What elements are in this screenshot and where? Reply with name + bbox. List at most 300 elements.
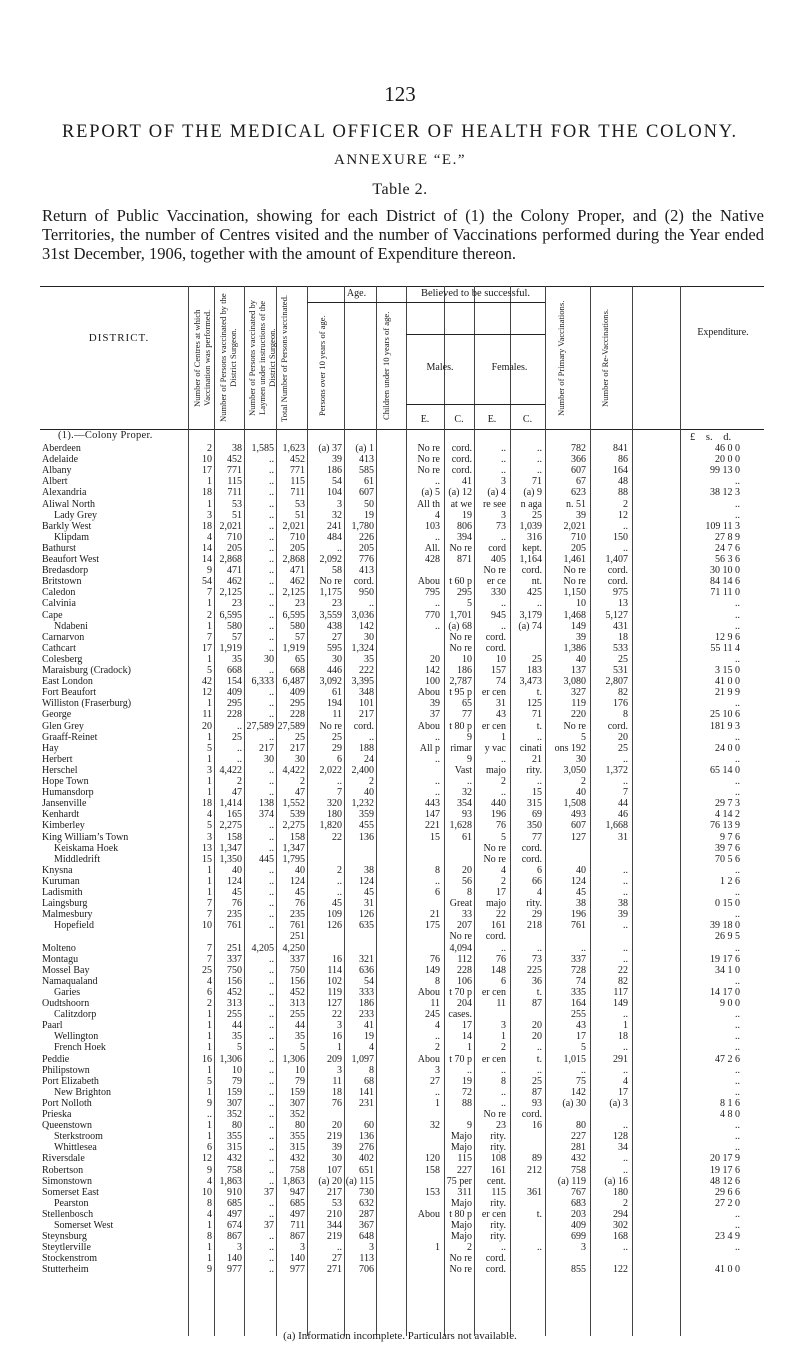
cell-district: Kenhardt <box>42 809 80 821</box>
cell-total: 2,868 <box>282 554 305 565</box>
cell-by-laymen: .. <box>269 642 274 654</box>
cell-females-c: 212 <box>527 1164 542 1176</box>
cell-over-10: 1,820 <box>319 820 342 832</box>
cell-females-c: 3,473 <box>519 676 542 688</box>
cell-centres: 3 <box>207 764 212 776</box>
cell-by-surgeon: 1,414 <box>219 798 242 810</box>
cell-revaccinations: .. <box>623 920 628 932</box>
cell-females-c: 361 <box>527 1186 542 1198</box>
cell-females-e: 161 <box>491 1164 506 1176</box>
cell-females-e: 6 <box>501 975 506 987</box>
cell-females-e: 161 <box>491 920 506 932</box>
cell-expenditure: 14 17 0 <box>710 986 740 998</box>
cell-revaccinations: 1,407 <box>605 554 628 565</box>
cell-males-e: 4 <box>435 1020 440 1032</box>
cell-by-laymen: .. <box>269 1208 274 1220</box>
cell-males-e: 2 <box>435 1042 440 1054</box>
cell-by-surgeon: .. <box>237 720 242 732</box>
cell-revaccinations: 17 <box>618 1086 628 1098</box>
cell-revaccinations: cord. <box>607 576 628 588</box>
cell-district: Albert <box>42 476 68 488</box>
cell-district: Philipstown <box>42 1064 90 1076</box>
cell-over-10: 25 <box>332 731 342 743</box>
cell-under-10: 706 <box>359 1264 374 1276</box>
cell-primary: 728 <box>571 964 586 976</box>
cell-females-c: 225 <box>527 964 542 976</box>
cell-males-c: 65 <box>462 698 472 710</box>
cell-total: 1,623 <box>282 443 305 454</box>
cell-expenditure: .. <box>735 1208 740 1220</box>
cell-under-10: 348 <box>359 687 374 699</box>
cell-over-10: 30 <box>332 1153 342 1165</box>
cell-over-10: .. <box>337 542 342 554</box>
cell-revaccinations: 122 <box>613 1264 628 1276</box>
cell-expenditure: .. <box>735 1031 740 1043</box>
cell-primary: 43 <box>576 1020 586 1032</box>
cell-by-surgeon: 5 <box>237 1042 242 1054</box>
cell-by-laymen: .. <box>269 1264 274 1276</box>
cell-by-surgeon: 79 <box>232 1075 242 1087</box>
cell-total: 977 <box>290 1264 305 1276</box>
cell-primary: 5 <box>581 1042 586 1054</box>
cell-total: 6,595 <box>282 609 305 621</box>
cell-centres: 1 <box>207 498 212 510</box>
cell-over-10: 3,559 <box>319 609 342 621</box>
cell-primary: No re <box>563 576 586 588</box>
cell-revaccinations: 38 <box>618 898 628 910</box>
cell-revaccinations: 31 <box>618 831 628 843</box>
cell-primary: .. <box>581 942 586 954</box>
cell-revaccinations: 533 <box>613 642 628 654</box>
header-males-e: E. <box>420 414 430 425</box>
cell-total: 2 <box>300 776 305 787</box>
cell-district: Ndabeni <box>54 620 88 632</box>
cell-revaccinations: .. <box>623 953 628 965</box>
cell-males-c: cord. <box>451 454 472 466</box>
cell-by-laymen: .. <box>269 1064 274 1076</box>
cell-revaccinations: 117 <box>613 986 628 998</box>
header-age: Age. <box>346 288 367 299</box>
cell-primary: 281 <box>571 1142 586 1154</box>
cell-under-10: 35 <box>364 653 374 665</box>
cell-revaccinations: 82 <box>618 975 628 987</box>
cell-total: 25 <box>295 731 305 743</box>
cell-total: 255 <box>290 1009 305 1021</box>
cell-males-e: 100 <box>425 676 440 688</box>
cell-centres: 1 <box>207 653 212 665</box>
cell-primary: 761 <box>571 920 586 932</box>
cell-under-10: 413 <box>359 565 374 577</box>
cell-primary: 137 <box>571 665 586 676</box>
cell-females-e: er cen <box>481 720 506 732</box>
cell-total: 159 <box>290 1086 305 1098</box>
cell-district: Stellenbosch <box>42 1208 94 1220</box>
cell-centres: 7 <box>207 631 212 643</box>
cell-males-c: 20 <box>462 864 472 876</box>
cell-expenditure: 46 0 0 <box>715 443 740 454</box>
cell-total: 1,919 <box>282 642 305 654</box>
cell-over-10: No re <box>319 720 342 732</box>
cell-centres: 14 <box>202 542 212 554</box>
cell-by-laymen: .. <box>269 609 274 621</box>
cell-females-c: 20 <box>532 1031 542 1043</box>
cell-over-10: 20 <box>332 1120 342 1132</box>
cell-revaccinations: 88 <box>618 487 628 499</box>
cell-by-laymen: .. <box>269 1009 274 1021</box>
cell-under-10: 585 <box>359 465 374 477</box>
cell-primary: n. 51 <box>566 498 586 510</box>
cell-revaccinations: 1,372 <box>605 764 628 776</box>
cell-total: 6,487 <box>282 676 305 688</box>
cell-by-laymen: .. <box>269 1164 274 1176</box>
cell-expenditure: 29 7 3 <box>715 798 740 810</box>
annexure-label: ANNEXURE “E.” <box>334 152 466 168</box>
cell-males-e: 3 <box>435 1064 440 1076</box>
cell-district: Malmesbury <box>42 909 93 921</box>
cell-expenditure: .. <box>735 609 740 621</box>
cell-revaccinations: 5,127 <box>605 609 628 621</box>
cell-males-e: 120 <box>425 1153 440 1165</box>
cell-under-10: 413 <box>359 454 374 466</box>
cell-males-c: 394 <box>457 531 472 543</box>
cell-females-e: 330 <box>491 587 506 599</box>
cell-expenditure: 8 1 6 <box>720 1097 740 1109</box>
cell-revaccinations: 46 <box>618 809 628 821</box>
cell-primary: 17 <box>576 1031 586 1043</box>
cell-males-c: 1,628 <box>449 820 472 832</box>
cell-females-c: 25 <box>532 509 542 521</box>
cell-total: 140 <box>290 1253 305 1265</box>
cell-expenditure: .. <box>735 731 740 743</box>
cell-males-e: 147 <box>425 809 440 821</box>
cell-females-c: 15 <box>532 787 542 799</box>
cell-district: Glen Grey <box>42 720 84 732</box>
cell-males-c: Majo <box>450 1131 472 1143</box>
cell-district: Bredasdorp <box>42 565 89 577</box>
cell-primary: 227 <box>571 1131 586 1143</box>
cell-over-10: 30 <box>332 653 342 665</box>
cell-district: Wellington <box>54 1031 99 1043</box>
cell-centres: 1 <box>207 1064 212 1076</box>
cell-by-laymen: .. <box>269 1097 274 1109</box>
cell-revaccinations: 302 <box>613 1220 628 1231</box>
cell-under-10: 31 <box>364 898 374 910</box>
cell-revaccinations: cord. <box>607 565 628 577</box>
section-label: (1).—Colony Proper. <box>58 430 153 441</box>
cell-expenditure: .. <box>735 776 740 787</box>
cell-centres: 10 <box>202 1186 212 1198</box>
cell-over-10: 102 <box>327 975 342 987</box>
cell-males-c: t 95 p <box>449 687 472 699</box>
cell-males-c: t 60 p <box>449 576 472 588</box>
cell-expenditure: 3 15 0 <box>715 665 740 676</box>
cell-revaccinations: .. <box>623 1064 628 1076</box>
cell-centres: 4 <box>207 531 212 543</box>
cell-over-10: 22 <box>332 831 342 843</box>
cell-primary: 2 <box>581 776 586 787</box>
cell-by-laymen: .. <box>269 787 274 799</box>
cell-females-c: t. <box>536 1208 542 1220</box>
cell-expenditure: 84 14 6 <box>710 576 740 588</box>
cell-males-e: 8 <box>435 975 440 987</box>
cell-females-c: .. <box>537 1242 542 1254</box>
cell-by-surgeon: 315 <box>227 1142 242 1154</box>
cell-males-e: .. <box>435 753 440 765</box>
cell-by-surgeon: 497 <box>227 1208 242 1220</box>
header-females: Females. <box>491 362 528 373</box>
cell-centres: 6 <box>207 986 212 998</box>
cell-by-surgeon: 159 <box>227 1086 242 1098</box>
cell-by-laymen: 138 <box>259 798 274 810</box>
cell-primary: 142 <box>571 1086 586 1098</box>
cell-district: Beaufort West <box>42 554 100 565</box>
cell-revaccinations: .. <box>623 875 628 887</box>
cell-males-e: 443 <box>425 798 440 810</box>
cell-females-c: 4 <box>537 887 542 898</box>
cell-district: Albany <box>42 465 72 477</box>
cell-females-e: re see <box>482 498 506 510</box>
cell-under-10: 136 <box>359 831 374 843</box>
cell-district: Molteno <box>42 942 76 954</box>
cell-by-surgeon: 255 <box>227 1009 242 1021</box>
cell-primary: 127 <box>571 831 586 843</box>
cell-expenditure: .. <box>735 909 740 921</box>
cell-females-e: 5 <box>501 831 506 843</box>
cell-males-e: 158 <box>425 1164 440 1176</box>
cell-females-e: cord. <box>485 1253 506 1265</box>
cell-total: 750 <box>290 964 305 976</box>
cell-revaccinations: 1 <box>623 1020 628 1032</box>
cell-revaccinations: .. <box>623 753 628 765</box>
cell-total: 53 <box>295 498 305 510</box>
cell-total: 45 <box>295 887 305 898</box>
cell-over-10: 109 <box>327 909 342 921</box>
cell-by-laymen: .. <box>269 986 274 998</box>
cell-expenditure: 20 17 9 <box>710 1153 740 1165</box>
cell-by-laymen: .. <box>269 1253 274 1265</box>
cell-primary: 40 <box>576 653 586 665</box>
cell-district: Ladismith <box>42 887 83 898</box>
cell-primary: 205 <box>571 542 586 554</box>
cell-over-10: 3 <box>337 1020 342 1032</box>
cell-by-surgeon: 44 <box>232 1020 242 1032</box>
cell-females-c: 315 <box>527 798 542 810</box>
cell-over-10: 27 <box>332 1253 342 1265</box>
cell-females-c: cord. <box>521 1109 542 1120</box>
cell-total: 1,347 <box>282 842 305 854</box>
cell-by-laymen: .. <box>269 1086 274 1098</box>
cell-over-10: 1,175 <box>319 587 342 599</box>
cell-by-surgeon: 771 <box>227 465 242 477</box>
cell-females-e: 196 <box>491 809 506 821</box>
cell-by-laymen: .. <box>269 964 274 976</box>
cell-centres: 7 <box>207 898 212 910</box>
cell-total: 115 <box>290 476 305 488</box>
cell-females-e: 76 <box>496 953 506 965</box>
cell-primary: 1,468 <box>563 609 586 621</box>
cell-females-c: t. <box>536 1053 542 1065</box>
cell-by-laymen: 374 <box>259 809 274 821</box>
cell-under-10: 651 <box>359 1164 374 1176</box>
cell-revaccinations: .. <box>623 1153 628 1165</box>
cell-by-laymen: .. <box>269 565 274 577</box>
cell-males-c: 5 <box>467 598 472 610</box>
cell-expenditure: 56 3 6 <box>715 554 740 565</box>
cell-total: 156 <box>290 975 305 987</box>
cell-males-c: 2,787 <box>449 676 472 688</box>
cell-under-10: 648 <box>359 1231 374 1243</box>
cell-centres: 1 <box>207 1020 212 1032</box>
cell-expenditure: .. <box>735 509 740 521</box>
cell-centres: 4 <box>207 809 212 821</box>
cell-by-surgeon: 307 <box>227 1097 242 1109</box>
cell-females-e: 22 <box>496 909 506 921</box>
cell-expenditure: 47 2 6 <box>715 1053 740 1065</box>
cell-females-e: 76 <box>496 820 506 832</box>
cell-district: Lady Grey <box>54 509 98 521</box>
cell-primary: 40 <box>576 787 586 799</box>
cell-by-surgeon: 53 <box>232 498 242 510</box>
cell-by-surgeon: 3 <box>237 1242 242 1254</box>
cell-expenditure: .. <box>735 1120 740 1132</box>
cell-total: 307 <box>290 1097 305 1109</box>
cell-expenditure: .. <box>735 1220 740 1231</box>
cell-by-laymen: .. <box>269 920 274 932</box>
cell-by-surgeon: 409 <box>227 687 242 699</box>
cell-centres: 1 <box>207 1042 212 1054</box>
cell-females-e: 115 <box>491 1186 506 1198</box>
cell-under-10: 19 <box>364 509 374 521</box>
cell-district: Somerset East <box>42 1186 99 1198</box>
cell-males-c: Majo <box>450 1220 472 1231</box>
cell-centres: 5 <box>207 665 212 676</box>
cell-females-c: .. <box>537 443 542 454</box>
cell-primary: 607 <box>571 820 586 832</box>
cell-primary: 3 <box>581 1242 586 1254</box>
cell-total: 409 <box>290 687 305 699</box>
cell-under-10: 188 <box>359 742 374 754</box>
cell-by-surgeon: 10 <box>232 1064 242 1076</box>
cell-males-c: t 80 p <box>449 720 472 732</box>
cell-total: 44 <box>295 1020 305 1032</box>
cell-primary: 337 <box>571 953 586 965</box>
cell-females-e: 4 <box>501 864 506 876</box>
cell-centres: 10 <box>202 920 212 932</box>
cell-centres: 1 <box>207 1253 212 1265</box>
cell-revaccinations: .. <box>623 887 628 898</box>
cell-males-e: Abou <box>417 576 440 588</box>
cell-females-c: .. <box>537 1042 542 1054</box>
cell-females-c: 16 <box>532 1120 542 1132</box>
cell-centres: 1 <box>207 753 212 765</box>
cell-centres: 1 <box>207 1031 212 1043</box>
cell-over-10: 219 <box>327 1231 342 1243</box>
cell-females-c: .. <box>537 598 542 610</box>
cell-females-c: 36 <box>532 975 542 987</box>
cell-primary: 67 <box>576 476 586 488</box>
cell-revaccinations: 2 <box>623 1197 628 1209</box>
cell-males-c: .. <box>467 776 472 787</box>
cell-by-surgeon: .. <box>237 742 242 754</box>
cell-by-surgeon: 313 <box>227 998 242 1009</box>
cell-by-laymen: .. <box>269 476 274 488</box>
cell-by-surgeon: 165 <box>227 809 242 821</box>
cell-primary: 607 <box>571 465 586 477</box>
cell-females-e: y vac <box>484 742 506 754</box>
cell-by-surgeon: 668 <box>227 665 242 676</box>
cell-district: Hope Town <box>42 776 89 787</box>
cell-revaccinations: (a) 3 <box>609 1097 628 1109</box>
cell-district: East London <box>42 676 93 688</box>
cell-females-c: (a) 74 <box>518 620 542 632</box>
cell-females-c: cinati <box>519 742 542 754</box>
cell-total: 27,589 <box>277 720 305 732</box>
cell-males-c: rimar <box>450 742 472 754</box>
table-label: Table 2. <box>372 181 428 198</box>
cell-by-laymen: .. <box>269 509 274 521</box>
cell-by-laymen: 30 <box>264 753 274 765</box>
cell-males-c: No re <box>449 1264 472 1276</box>
cell-under-10: 2 <box>369 776 374 787</box>
cell-under-10: 40 <box>364 787 374 799</box>
cell-by-laymen: .. <box>269 454 274 466</box>
cell-district: Herschel <box>42 764 78 776</box>
cell-over-10: 446 <box>327 665 342 676</box>
cell-centres: 10 <box>202 454 212 466</box>
cell-primary: 203 <box>571 1208 586 1220</box>
cell-district: Hay <box>42 742 59 754</box>
cell-males-e: 245 <box>425 1009 440 1021</box>
cell-males-c: 311 <box>457 1186 472 1198</box>
cell-total: 668 <box>290 665 305 676</box>
cell-females-c: .. <box>537 776 542 787</box>
cell-district: Alexandria <box>42 487 87 499</box>
cell-females-e: cord. <box>485 642 506 654</box>
cell-females-e: No re <box>483 842 506 854</box>
cell-total: 771 <box>290 465 305 477</box>
cell-females-e: er cen <box>481 986 506 998</box>
cell-revaccinations: (a) 16 <box>604 1175 628 1187</box>
cell-by-surgeon: 115 <box>227 476 242 488</box>
cell-males-e: 1 <box>435 1242 440 1254</box>
cell-centres: 18 <box>202 798 212 810</box>
cell-males-c: 41 <box>462 476 472 488</box>
cell-females-c: .. <box>537 942 542 954</box>
cell-over-10: 3 <box>337 1064 342 1076</box>
cell-under-10: 287 <box>359 1208 374 1220</box>
cell-total: 23 <box>295 598 305 610</box>
cell-by-laymen: .. <box>269 764 274 776</box>
cell-district: Calvinia <box>42 598 76 610</box>
cell-females-e: .. <box>501 753 506 765</box>
cell-females-e: 108 <box>491 1153 506 1165</box>
cell-males-c: 9 <box>467 753 472 765</box>
cell-revaccinations: 150 <box>613 531 628 543</box>
cell-total: 158 <box>290 831 305 843</box>
cell-total: 462 <box>290 576 305 588</box>
cell-centres: 2 <box>207 609 212 621</box>
cell-males-c: 9 <box>467 731 472 743</box>
header-by-surgeon: Number of Persons vaccinated by the District Surgeon. <box>218 293 238 423</box>
cell-primary: 327 <box>571 687 586 699</box>
cell-under-10: 61 <box>364 476 374 488</box>
cell-under-10: 4 <box>369 1042 374 1054</box>
cell-centres: 1 <box>207 787 212 799</box>
header-centres: Number of Centres at which Vaccination was performed. <box>192 309 212 407</box>
cell-total: 2,125 <box>282 587 305 599</box>
cell-district: Sterkstroom <box>54 1131 103 1143</box>
cell-by-surgeon: 1,863 <box>219 1175 242 1187</box>
